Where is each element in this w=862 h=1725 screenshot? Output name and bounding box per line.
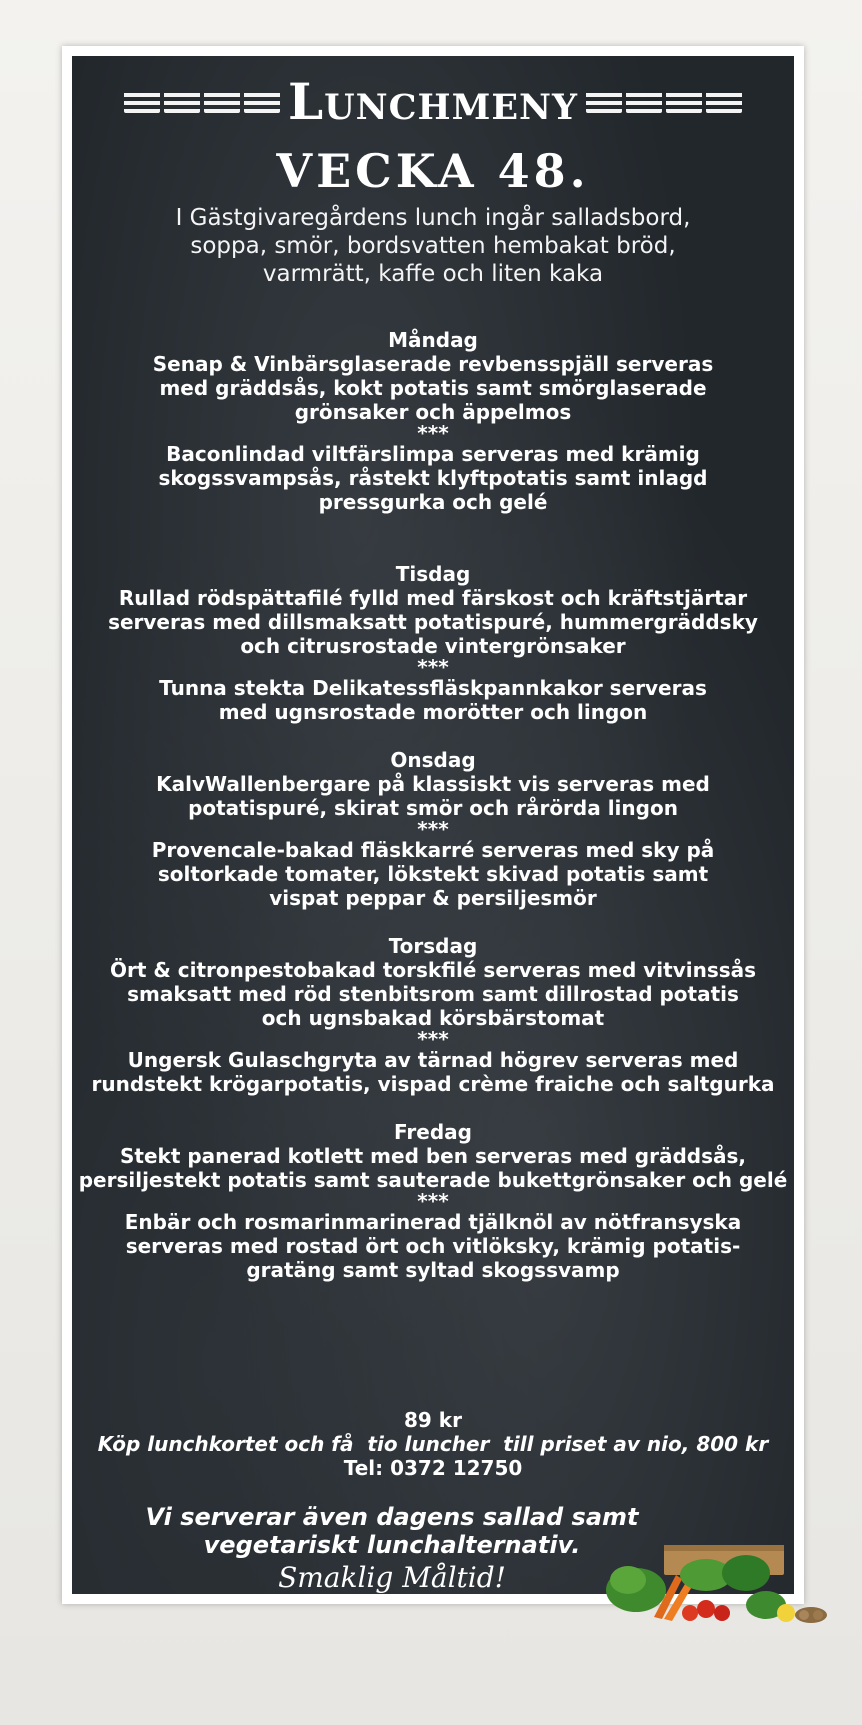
dish-line: med gräddsås, kokt potatis samt smörglaserade <box>159 376 707 400</box>
week-number: VECKA 48. <box>276 144 590 198</box>
dish-line: soltorkade tomater, lökstekt skivad potatis samt <box>157 862 709 886</box>
day-block-tuesday <box>72 562 794 724</box>
intro-text <box>72 204 794 288</box>
day-name: Torsdag <box>388 934 478 958</box>
decorative-dashes-right <box>586 89 742 113</box>
day-name: Onsdag <box>390 748 476 772</box>
dish-separator: *** <box>417 817 449 841</box>
dish-line: Stekt panerad kotlett med ben serveras med gräddsås, <box>120 1144 746 1168</box>
menu-title: Lunchmeny <box>288 71 578 131</box>
lunch-price: 89 kr <box>404 1408 462 1432</box>
dish-line: Ört & citronpestobakad torskfilé serveras med vitvinssås <box>109 958 757 982</box>
dish-separator: *** <box>417 421 449 445</box>
intro-line: I Gästgivaregårdens lunch ingår salladsbord, <box>175 205 691 231</box>
vegetarian-line: vegetariskt lunchalternativ. <box>203 1531 581 1559</box>
dish-separator: *** <box>417 1189 449 1213</box>
vegetable-crate-icon <box>606 1535 831 1625</box>
dish-line: Baconlindad viltfärslimpa serveras med krämig <box>166 442 700 466</box>
dish-line: rundstekt krögarpotatis, vispad crème fraiche och saltgurka <box>91 1072 775 1096</box>
dish-separator: *** <box>417 655 449 679</box>
dish-line: skogssvampsås, råstekt klyftpotatis samt inlagd <box>158 466 708 490</box>
title-row <box>72 66 794 136</box>
dish-line: serveras med rostad ört och vitlöksky, krämig potatis- <box>125 1234 741 1258</box>
vegetarian-line: Vi serverar även dagens sallad samt <box>145 1503 639 1531</box>
day-block-monday <box>72 328 794 514</box>
dish-line: Tunna stekta Delikatessfläskpannkakor serveras <box>159 676 707 700</box>
day-block-thursday <box>72 934 794 1096</box>
day-block-wednesday <box>72 748 794 910</box>
dish-line: Provencale-bakad fläskkarré serveras med sky på <box>151 838 715 862</box>
dish-line: vispat peppar & persiljesmör <box>269 886 597 910</box>
dish-line: med ugnsrostade morötter och lingon <box>218 700 648 724</box>
chalkboard <box>72 56 794 1594</box>
dish-line: KalvWallenbergare på klassiskt vis serveras med <box>156 772 710 796</box>
decorative-dashes-left <box>124 89 280 113</box>
day-name: Tisdag <box>395 562 471 586</box>
dish-line: grönsaker och äppelmos <box>294 400 572 424</box>
dish-line: Ungersk Gulaschgryta av tärnad högrev serveras med <box>127 1048 739 1072</box>
dish-line: smaksatt med röd stenbitsrom samt dillrostad potatis <box>127 982 739 1006</box>
day-name: Måndag <box>388 328 478 352</box>
dish-line: pressgurka och gelé <box>318 490 548 514</box>
dish-line: potatispuré, skirat smör och rårörda lingon <box>188 796 678 820</box>
dish-line: Rullad rödspättafilé fylld med färskost och kräftstjärtar <box>118 586 748 610</box>
weekly-menu <box>72 328 794 1282</box>
dish-line: serveras med dillsmaksatt potatispuré, hummergräddsky <box>108 610 758 634</box>
dish-line: och ugnsbakad körsbärstomat <box>261 1006 605 1030</box>
price-info <box>72 1408 794 1480</box>
intro-line: soppa, smör, bordsvatten hembakat bröd, <box>190 233 676 259</box>
closing-greeting: Smaklig Måltid! <box>278 1561 506 1594</box>
dish-line: och citrusrostade vintergrönsaker <box>240 634 626 658</box>
lunchcard-offer: Köp lunchkortet och få tio luncher till priset av nio, 800 kr <box>97 1432 769 1456</box>
intro-line: varmrätt, kaffe och liten kaka <box>262 261 604 287</box>
day-block-friday <box>72 1120 794 1282</box>
dish-line: Enbär och rosmarinmarinerad tjälknöl av nötfransyska <box>124 1210 742 1234</box>
dish-line: Senap & Vinbärsglaserade revbensspjäll serveras <box>152 352 714 376</box>
day-name: Fredag <box>394 1120 472 1144</box>
dish-line: gratäng samt syltad skogssvamp <box>246 1258 620 1282</box>
dish-separator: *** <box>417 1027 449 1051</box>
dish-line: persiljestekt potatis samt sauterade bukettgrönsaker och gelé <box>78 1168 788 1192</box>
phone-number: Tel: 0372 12750 <box>343 1456 523 1480</box>
